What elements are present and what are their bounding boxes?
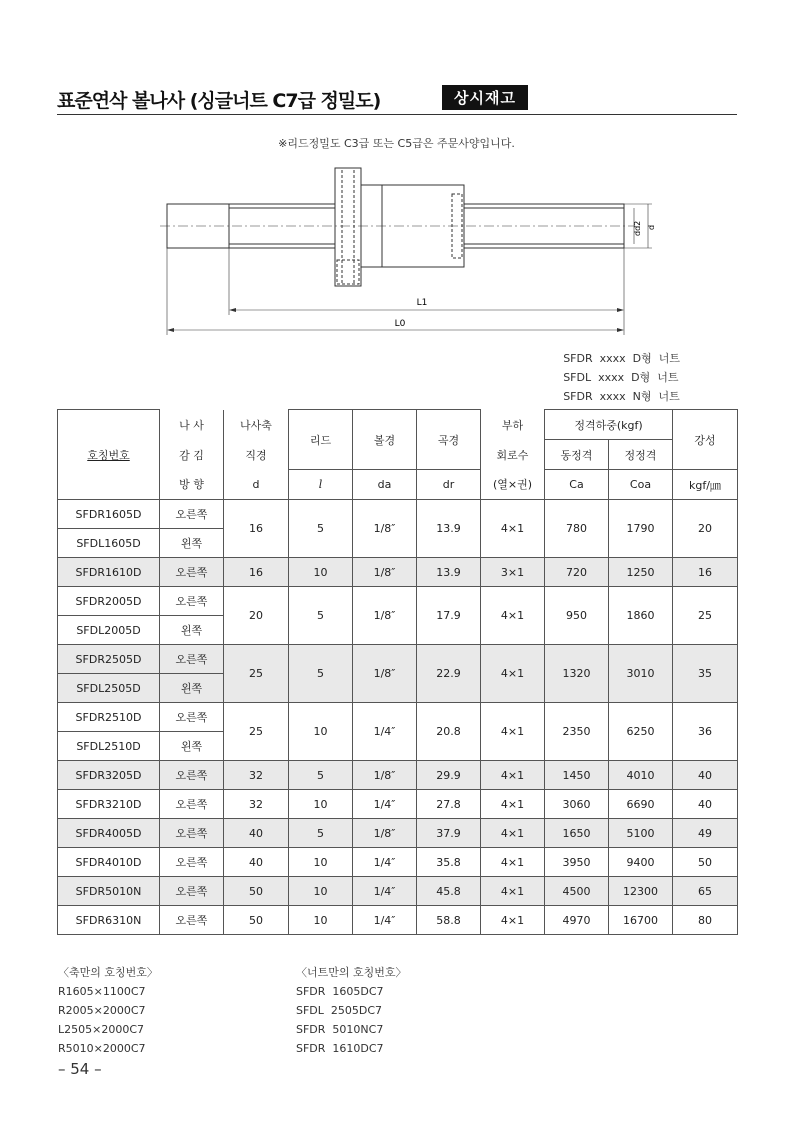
dimension-d2-label: dd2 — [633, 220, 642, 236]
ball-diameter-cell: 1/4″ — [353, 790, 417, 819]
core-diameter-cell: 13.9 — [417, 558, 481, 587]
ball-diameter-cell: 1/4″ — [353, 848, 417, 877]
core-diameter-cell: 22.9 — [417, 645, 481, 703]
model-cell: SFDR1605D — [58, 500, 160, 529]
circuit-cell: 4×1 — [481, 906, 545, 935]
circuit-cell: 4×1 — [481, 848, 545, 877]
shaft-diameter-cell: 25 — [224, 703, 289, 761]
lead-cell: 5 — [289, 645, 353, 703]
lead-cell: 5 — [289, 587, 353, 645]
rigidity-cell: 49 — [673, 819, 738, 848]
static-load-cell: 5100 — [609, 819, 673, 848]
col-rigidity-unit: kgf/㎛ — [673, 470, 738, 500]
model-cell: SFDL2005D — [58, 616, 160, 645]
static-load-cell: 16700 — [609, 906, 673, 935]
model-cell: SFDR3210D — [58, 790, 160, 819]
stock-badge: 상시재고 — [442, 85, 528, 110]
col-load: 정격하중(kgf) — [545, 410, 673, 440]
col-static-symbol: Coa — [609, 470, 673, 500]
lead-cell: 10 — [289, 703, 353, 761]
circuit-cell: 4×1 — [481, 790, 545, 819]
direction-cell: 오른쪽 — [160, 761, 224, 790]
static-load-cell: 3010 — [609, 645, 673, 703]
shaft-diameter-cell: 40 — [224, 848, 289, 877]
col-shaft-1: 나사축 — [224, 410, 289, 440]
direction-cell: 오른쪽 — [160, 906, 224, 935]
table-row — [58, 761, 738, 790]
list-item: SFDR 1605DC7 — [296, 985, 384, 998]
rigidity-cell: 65 — [673, 877, 738, 906]
dynamic-load-cell: 1450 — [545, 761, 609, 790]
lead-cell: 5 — [289, 500, 353, 558]
col-ball-symbol: da — [353, 470, 417, 500]
col-direction-2: 감 김 — [160, 440, 224, 470]
col-core: 곡경 — [417, 410, 481, 470]
core-diameter-cell: 45.8 — [417, 877, 481, 906]
static-load-cell: 1790 — [609, 500, 673, 558]
dimension-l0-label: L0 — [394, 319, 406, 329]
core-diameter-cell: 35.8 — [417, 848, 481, 877]
table-row — [58, 703, 738, 732]
ball-diameter-cell: 1/8″ — [353, 500, 417, 558]
nut-type-item: SFDR xxxx N형 너트 — [563, 390, 680, 403]
spec-table-header — [58, 410, 738, 500]
direction-cell: 왼쪽 — [160, 674, 224, 703]
shaft-diameter-cell: 20 — [224, 587, 289, 645]
list-item: SFDR 5010NC7 — [296, 1023, 384, 1036]
ball-diameter-cell: 1/4″ — [353, 877, 417, 906]
model-cell: SFDR2005D — [58, 587, 160, 616]
table-row — [58, 790, 738, 819]
col-lead-symbol: l — [289, 470, 353, 500]
list-item: R1605×1100C7 — [58, 985, 146, 998]
rigidity-cell: 50 — [673, 848, 738, 877]
static-load-cell: 4010 — [609, 761, 673, 790]
lead-cell: 10 — [289, 848, 353, 877]
core-diameter-cell: 29.9 — [417, 761, 481, 790]
circuit-cell: 4×1 — [481, 500, 545, 558]
static-load-cell: 6250 — [609, 703, 673, 761]
dimension-l1-label: L1 — [416, 298, 428, 308]
list-item: R2005×2000C7 — [58, 1004, 146, 1017]
ball-diameter-cell: 1/4″ — [353, 703, 417, 761]
dynamic-load-cell: 720 — [545, 558, 609, 587]
static-load-cell: 9400 — [609, 848, 673, 877]
direction-cell: 오른쪽 — [160, 558, 224, 587]
shaft-diameter-cell: 50 — [224, 877, 289, 906]
table-row — [58, 848, 738, 877]
col-dynamic: 동정격 — [545, 440, 609, 470]
direction-cell: 오른쪽 — [160, 848, 224, 877]
table-row — [58, 500, 738, 529]
model-cell: SFDL2510D — [58, 732, 160, 761]
lead-precision-note: ※리드정밀도 C3급 또는 C5급은 주문사양입니다. — [278, 137, 515, 150]
col-core-symbol: dr — [417, 470, 481, 500]
rigidity-cell: 35 — [673, 645, 738, 703]
lead-cell: 5 — [289, 761, 353, 790]
nut-only-heading: 〈너트만의 호칭번호〉 — [296, 966, 407, 979]
page-title: 표준연삭 볼나사 (싱글너트 C7급 정밀도) — [57, 90, 381, 112]
dynamic-load-cell: 1650 — [545, 819, 609, 848]
dynamic-load-cell: 3950 — [545, 848, 609, 877]
shaft-diameter-cell: 50 — [224, 906, 289, 935]
direction-cell: 오른쪽 — [160, 587, 224, 616]
ball-diameter-cell: 1/8″ — [353, 819, 417, 848]
nut-only-list — [296, 963, 407, 1058]
shaft-diameter-cell: 16 — [224, 500, 289, 558]
static-load-cell: 1250 — [609, 558, 673, 587]
direction-cell: 오른쪽 — [160, 819, 224, 848]
model-cell: SFDR5010N — [58, 877, 160, 906]
static-load-cell: 1860 — [609, 587, 673, 645]
circuit-cell: 4×1 — [481, 877, 545, 906]
list-item: R5010×2000C7 — [58, 1042, 146, 1055]
table-row — [58, 819, 738, 848]
direction-cell: 왼쪽 — [160, 616, 224, 645]
shaft-only-list — [58, 963, 158, 1058]
model-cell: SFDR2505D — [58, 645, 160, 674]
lead-cell: 10 — [289, 906, 353, 935]
col-ball: 볼경 — [353, 410, 417, 470]
shaft-diameter-cell: 25 — [224, 645, 289, 703]
col-rigidity: 강성 — [673, 410, 738, 470]
direction-cell: 오른쪽 — [160, 645, 224, 674]
circuit-cell: 4×1 — [481, 645, 545, 703]
table-row — [58, 877, 738, 906]
dynamic-load-cell: 950 — [545, 587, 609, 645]
col-direction-1: 나 사 — [160, 410, 224, 440]
circuit-cell: 3×1 — [481, 558, 545, 587]
ball-diameter-cell: 1/8″ — [353, 645, 417, 703]
list-item: L2505×2000C7 — [58, 1023, 145, 1036]
list-item: SFDL 2505DC7 — [296, 1004, 383, 1017]
rigidity-cell: 25 — [673, 587, 738, 645]
circuit-cell: 4×1 — [481, 587, 545, 645]
col-circuit-3: (열×권) — [481, 470, 545, 500]
shaft-diameter-cell: 32 — [224, 761, 289, 790]
shaft-only-heading: 〈축만의 호칭번호〉 — [58, 966, 158, 979]
table-row — [58, 906, 738, 935]
col-model: 호칭번호 — [58, 410, 160, 500]
rigidity-cell: 40 — [673, 761, 738, 790]
spec-table-body — [58, 500, 738, 935]
shaft-diameter-cell: 32 — [224, 790, 289, 819]
direction-cell: 오른쪽 — [160, 500, 224, 529]
model-cell: SFDR2510D — [58, 703, 160, 732]
rigidity-cell: 20 — [673, 500, 738, 558]
ball-diameter-cell: 1/8″ — [353, 587, 417, 645]
core-diameter-cell: 20.8 — [417, 703, 481, 761]
col-circuit-1: 부하 — [481, 410, 545, 440]
page-number: – 54 – — [58, 1060, 102, 1078]
dynamic-load-cell: 3060 — [545, 790, 609, 819]
col-shaft-3: d — [224, 470, 289, 500]
core-diameter-cell: 27.8 — [417, 790, 481, 819]
dimension-d-label: d — [647, 224, 656, 230]
rigidity-cell: 36 — [673, 703, 738, 761]
lead-cell: 10 — [289, 558, 353, 587]
spec-table — [57, 409, 738, 935]
core-diameter-cell: 58.8 — [417, 906, 481, 935]
col-shaft-2: 직경 — [224, 440, 289, 470]
model-cell: SFDR4005D — [58, 819, 160, 848]
rigidity-cell: 80 — [673, 906, 738, 935]
ball-diameter-cell: 1/4″ — [353, 906, 417, 935]
circuit-cell: 4×1 — [481, 761, 545, 790]
table-row — [58, 558, 738, 587]
nut-flange — [335, 168, 361, 286]
rigidity-cell: 40 — [673, 790, 738, 819]
col-lead: 리드 — [289, 410, 353, 470]
core-diameter-cell: 37.9 — [417, 819, 481, 848]
lead-cell: 10 — [289, 790, 353, 819]
model-cell: SFDR1610D — [58, 558, 160, 587]
direction-cell: 왼쪽 — [160, 529, 224, 558]
model-cell: SFDR3205D — [58, 761, 160, 790]
ball-diameter-cell: 1/8″ — [353, 761, 417, 790]
dynamic-load-cell: 780 — [545, 500, 609, 558]
static-load-cell: 12300 — [609, 877, 673, 906]
list-item: SFDR 1610DC7 — [296, 1042, 384, 1055]
dynamic-load-cell: 4970 — [545, 906, 609, 935]
rigidity-cell: 16 — [673, 558, 738, 587]
direction-cell: 오른쪽 — [160, 790, 224, 819]
ball-screw-diagram — [160, 160, 660, 340]
shaft-diameter-cell: 40 — [224, 819, 289, 848]
title-row — [57, 84, 737, 115]
dynamic-load-cell: 1320 — [545, 645, 609, 703]
model-cell: SFDL1605D — [58, 529, 160, 558]
direction-cell: 왼쪽 — [160, 732, 224, 761]
core-diameter-cell: 17.9 — [417, 587, 481, 645]
col-dynamic-symbol: Ca — [545, 470, 609, 500]
table-row — [58, 587, 738, 616]
dynamic-load-cell: 4500 — [545, 877, 609, 906]
circuit-cell: 4×1 — [481, 819, 545, 848]
direction-cell: 오른쪽 — [160, 703, 224, 732]
nut-type-item: SFDR xxxx D형 너트 — [563, 352, 680, 365]
col-static: 정정격 — [609, 440, 673, 470]
model-cell: SFDL2505D — [58, 674, 160, 703]
col-direction-3: 방 향 — [160, 470, 224, 500]
model-cell: SFDR4010D — [58, 848, 160, 877]
circuit-cell: 4×1 — [481, 703, 545, 761]
lead-cell: 10 — [289, 877, 353, 906]
core-diameter-cell: 13.9 — [417, 500, 481, 558]
nut-type-item: SFDL xxxx D형 너트 — [563, 371, 679, 384]
table-row — [58, 645, 738, 674]
col-circuit-2: 회로수 — [481, 440, 545, 470]
shaft-diameter-cell: 16 — [224, 558, 289, 587]
model-cell: SFDR6310N — [58, 906, 160, 935]
dynamic-load-cell: 2350 — [545, 703, 609, 761]
nut-type-list — [563, 349, 680, 406]
ball-diameter-cell: 1/8″ — [353, 558, 417, 587]
static-load-cell: 6690 — [609, 790, 673, 819]
lead-cell: 5 — [289, 819, 353, 848]
direction-cell: 오른쪽 — [160, 877, 224, 906]
